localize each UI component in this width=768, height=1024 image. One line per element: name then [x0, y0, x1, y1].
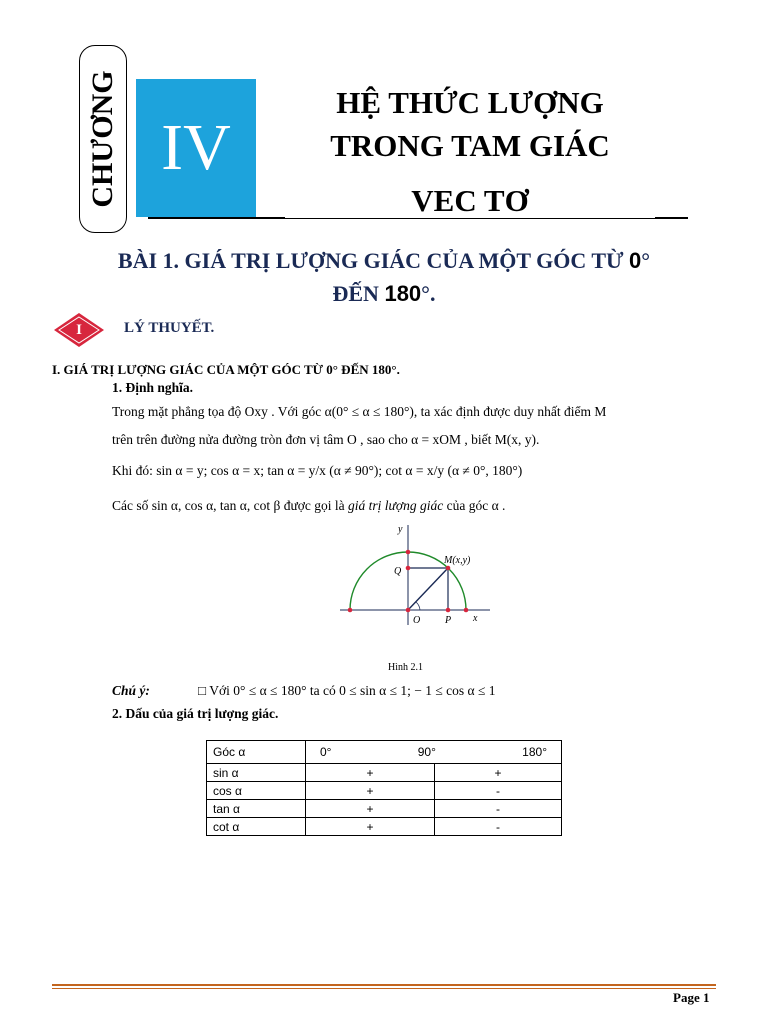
- point-Q: [406, 566, 411, 571]
- label-O: O: [413, 615, 421, 626]
- table-cell: cot α: [207, 818, 306, 836]
- lesson-title-line-2: ĐẾN 180°.: [332, 281, 436, 306]
- table-header-cell: 0° 90° 180°: [306, 741, 562, 764]
- section-badge-number: I: [76, 321, 82, 338]
- table-cell: sin α: [207, 764, 306, 782]
- table-header-row: [207, 741, 562, 764]
- chapter-number: IV: [136, 79, 256, 217]
- definition-heading: 1. Định nghĩa.: [112, 380, 194, 395]
- definition-line-2: trên trên đường nửa đường tròn đơn vị tâm O , sao cho α = xOM , biết M(x, y).: [112, 432, 540, 447]
- table-row: [207, 800, 562, 818]
- definition-line-3: Khi đó: sin α = y; cos α = x; tan α = y/x (α ≠ 90°); cot α = x/y (α ≠ 0°, 180°): [112, 463, 523, 478]
- header-rule: [148, 217, 285, 219]
- table-cell: -: [435, 818, 562, 836]
- label-x: x: [473, 613, 478, 624]
- point-M: [446, 566, 451, 571]
- chapter-label: CHƯƠNG: [86, 70, 119, 208]
- point: [406, 550, 411, 555]
- content-heading: I. GIÁ TRỊ LƯỢNG GIÁC CỦA MỘT GÓC TỪ 0° ĐẾN 180°.: [52, 362, 400, 377]
- point: [348, 608, 353, 613]
- angle-arc: [416, 602, 420, 610]
- chapter-title-line-1: HỆ THỨC LƯỢNG: [336, 85, 604, 120]
- label-P: P: [445, 615, 452, 626]
- table-row: [207, 818, 562, 836]
- header-rule: [285, 218, 658, 219]
- table-cell: tan α: [207, 800, 306, 818]
- table-cell: +: [306, 782, 435, 800]
- sign-table: [206, 740, 562, 836]
- lesson-title-line-1: BÀI 1. GIÁ TRỊ LƯỢNG GIÁC CỦA MỘT GÓC TỪ 0°: [117, 248, 651, 273]
- table-cell: -: [435, 800, 562, 818]
- label-M: M(x,y): [444, 555, 471, 566]
- table-cell: -: [435, 782, 562, 800]
- note-text: □ Với 0° ≤ α ≤ 180° ta có 0 ≤ sin α ≤ 1; − 1 ≤ cos α ≤ 1: [198, 683, 496, 698]
- table-cell: +: [306, 818, 435, 836]
- chapter-title-line-2: TRONG TAM GIÁC: [330, 128, 610, 163]
- chapter-label-box: [79, 45, 127, 233]
- definition-line-1: Trong mặt phẳng tọa độ Oxy . Với góc α(0° ≤ α ≤ 180°), ta xác định được duy nhất điểm M: [112, 404, 607, 419]
- point-P: [446, 608, 451, 613]
- chapter-title-line-3: VEC TƠ: [411, 183, 529, 218]
- table-row: [207, 764, 562, 782]
- unit-circle-figure: [330, 520, 500, 635]
- page-number: Page 1: [673, 990, 710, 1005]
- section-title: LÝ THUYẾT.: [124, 320, 215, 336]
- definition-line-4: Các số sin α, cos α, tan α, cot β được gọi là giá trị lượng giác của góc α .: [112, 498, 506, 513]
- table-header-cell: Góc α: [207, 741, 306, 764]
- point: [464, 608, 469, 613]
- label-Q: Q: [394, 566, 402, 577]
- segment-OM: [408, 568, 448, 610]
- label-y: y: [398, 524, 403, 535]
- footer-rule: [52, 988, 716, 989]
- footer-rule: [52, 984, 716, 986]
- point-O: [406, 608, 411, 613]
- table-cell: +: [306, 800, 435, 818]
- note-label: Chú ý:: [112, 683, 150, 698]
- table-row: [207, 782, 562, 800]
- figure-caption: Hình 2.1: [388, 662, 423, 673]
- table-cell: +: [435, 764, 562, 782]
- sign-heading: 2. Dấu của giá trị lượng giác.: [112, 706, 279, 721]
- table-cell: +: [306, 764, 435, 782]
- table-cell: cos α: [207, 782, 306, 800]
- header-rule: [655, 217, 688, 219]
